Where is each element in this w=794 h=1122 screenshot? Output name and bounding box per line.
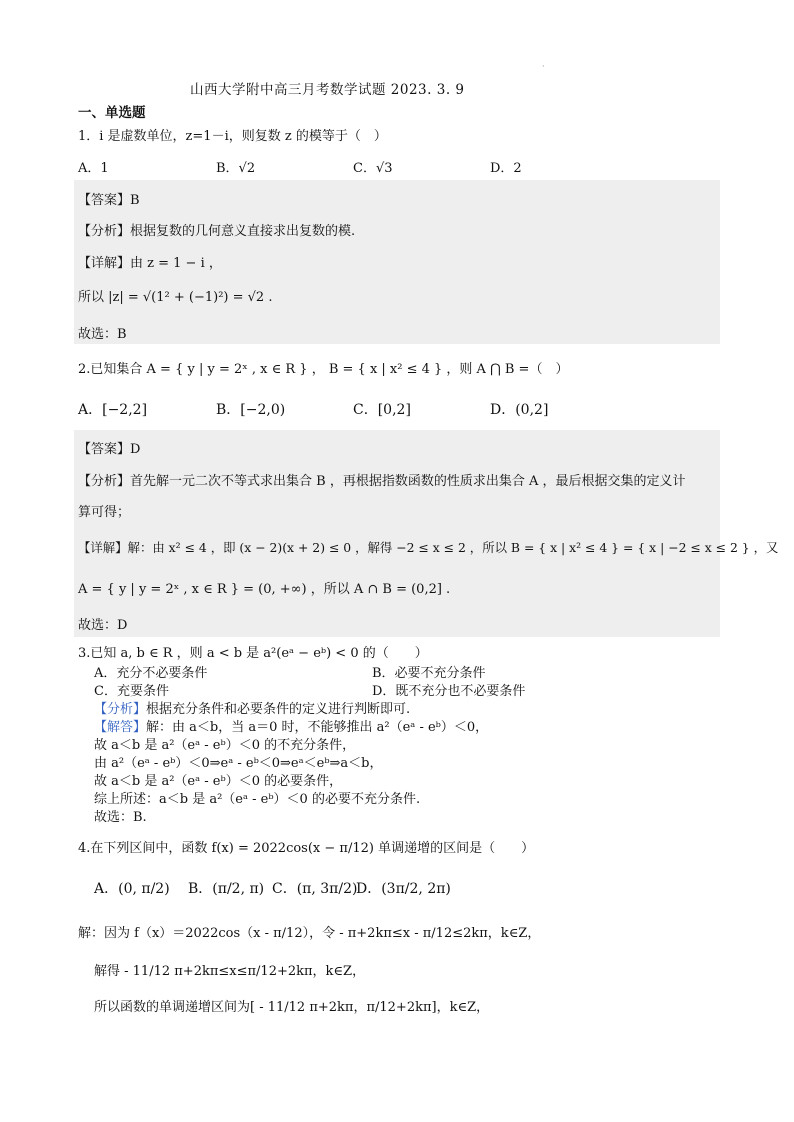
- q1-option-c: C．√3: [353, 161, 393, 176]
- q4-option-a: A．(0, π/2): [94, 881, 170, 897]
- q2-option-b: B．[−2,0): [216, 402, 286, 418]
- q4-option-b: B．(π/2, π): [188, 881, 265, 897]
- q2-option-c: C．[0,2]: [353, 402, 411, 418]
- q3-detail-line-1: [94, 716, 488, 735]
- q4-option-d: D．(3π/2, 2π): [356, 881, 451, 897]
- q1-detail-2: 所以 |z| = √(1² + (−1)²) = √2 .: [78, 290, 273, 305]
- q1-option-a: A．1: [78, 161, 109, 176]
- q3-detail-line-2: 故 a＜b 是 a²（eᵃ - eᵇ）＜0 的不充分条件，: [94, 738, 356, 753]
- section-heading: 一、单选题: [78, 105, 146, 121]
- q1-stem: 1．i 是虚数单位，z=1－i，则复数 z 的模等于（ ）: [78, 129, 387, 144]
- q1-option-b: B．√2: [216, 161, 256, 176]
- q4-solution-line-3: 所以函数的单调递增区间为[ - 11/12 π+2kπ，π/12+2kπ]，k∈Z，: [94, 1000, 490, 1015]
- q3-detail-tag: 【解答】: [94, 720, 147, 735]
- q3-stem: 3.已知 a, b ∈ R ，则 a < b 是 a²(eᵃ − eᵇ) < 0 的（ ）: [78, 646, 428, 661]
- q2-analysis-1: 【分析】首先解一元二次不等式求出集合 B ，再根据指数函数的性质求出集合 A ，最后根据交集的定义计: [78, 474, 686, 489]
- q2-detail-1: 【详解】解：由 x² ≤ 4 ，即 (x − 2)(x + 2) ≤ 0 ，解得 −2 ≤ x ≤ 2 ，所以 B = { x | x² ≤ 4 } = { x | −2 ≤ x ≤ 2 } ，又: [78, 540, 779, 555]
- q3-option-d: D．既不充分也不必要条件: [372, 684, 526, 699]
- page-title: 山西大学附中高三月考数学试题 2023. 3. 9: [190, 82, 465, 98]
- q2-choice: 故选：D: [78, 618, 128, 633]
- corner-mark: ·: [542, 62, 545, 71]
- q1-option-d: D．2: [490, 161, 522, 176]
- q3-analysis: [94, 698, 410, 717]
- q3-analysis-text: 根据充分条件和必要条件的定义进行判断即可.: [146, 702, 411, 717]
- q3-option-a: A．充分不必要条件: [94, 666, 208, 681]
- q4-solution-line-2: 解得 - 11/12 π+2kπ≤x≤π/12+2kπ，k∈Z，: [94, 964, 366, 979]
- q1-detail-1: 【详解】由 z = 1 − i ，: [78, 256, 222, 271]
- q2-solution-box: [74, 430, 720, 637]
- q1-answer: 【答案】B: [78, 193, 140, 208]
- q1-choice: 故选：B: [78, 327, 127, 342]
- q3-option-b: B．必要不充分条件: [372, 666, 486, 681]
- q3-detail-line-4: 故 a＜b 是 a²（eᵃ - eᵇ）＜0 的必要条件，: [94, 774, 343, 789]
- q1-analysis: 【分析】根据复数的几何意义直接求出复数的模.: [78, 224, 356, 239]
- q2-option-d: D．(0,2]: [490, 402, 549, 418]
- q3-option-c: C．充要条件: [94, 684, 169, 699]
- q3-detail-line-5: 综上所述：a＜b 是 a²（eᵃ - eᵇ）＜0 的必要不充分条件.: [94, 792, 421, 807]
- q3-detail-line-6: 故选：B.: [94, 810, 147, 825]
- q2-stem: 2.已知集合 A = { y | y = 2ˣ , x ∈ R } ， B = { x | x² ≤ 4 } ，则 A ⋂ B =（ ）: [78, 362, 569, 377]
- q2-answer: 【答案】D: [78, 442, 141, 457]
- q4-solution-line-1: 解：因为 f（x）＝2022cos（x - π/12），令 - π+2kπ≤x - π/12≤2kπ，k∈Z，: [78, 926, 541, 941]
- q4-stem: 4.在下列区间中，函数 f(x) = 2022cos(x − π/12) 单调递增的区间是（ ）: [78, 841, 535, 856]
- q3-detail-text-1: 解：由 a＜b，当 a＝0 时，不能够推出 a²（eᵃ - eᵇ）＜0，: [146, 720, 489, 735]
- q4-option-c: C．(π, 3π/2): [272, 881, 358, 897]
- q3-analysis-tag: 【分析】: [94, 702, 147, 717]
- q2-analysis-2: 算可得；: [78, 505, 131, 520]
- q2-option-a: A．[−2,2]: [78, 402, 148, 418]
- q3-detail-line-3: 由 a²（eᵃ - eᵇ）＜0⇒eᵃ - eᵇ＜0⇒eᵃ＜eᵇ⇒a＜b，: [94, 756, 383, 771]
- q2-detail-2: A = { y | y = 2ˣ , x ∈ R } = (0, +∞) ，所以 A ∩ B = (0,2] .: [78, 582, 451, 597]
